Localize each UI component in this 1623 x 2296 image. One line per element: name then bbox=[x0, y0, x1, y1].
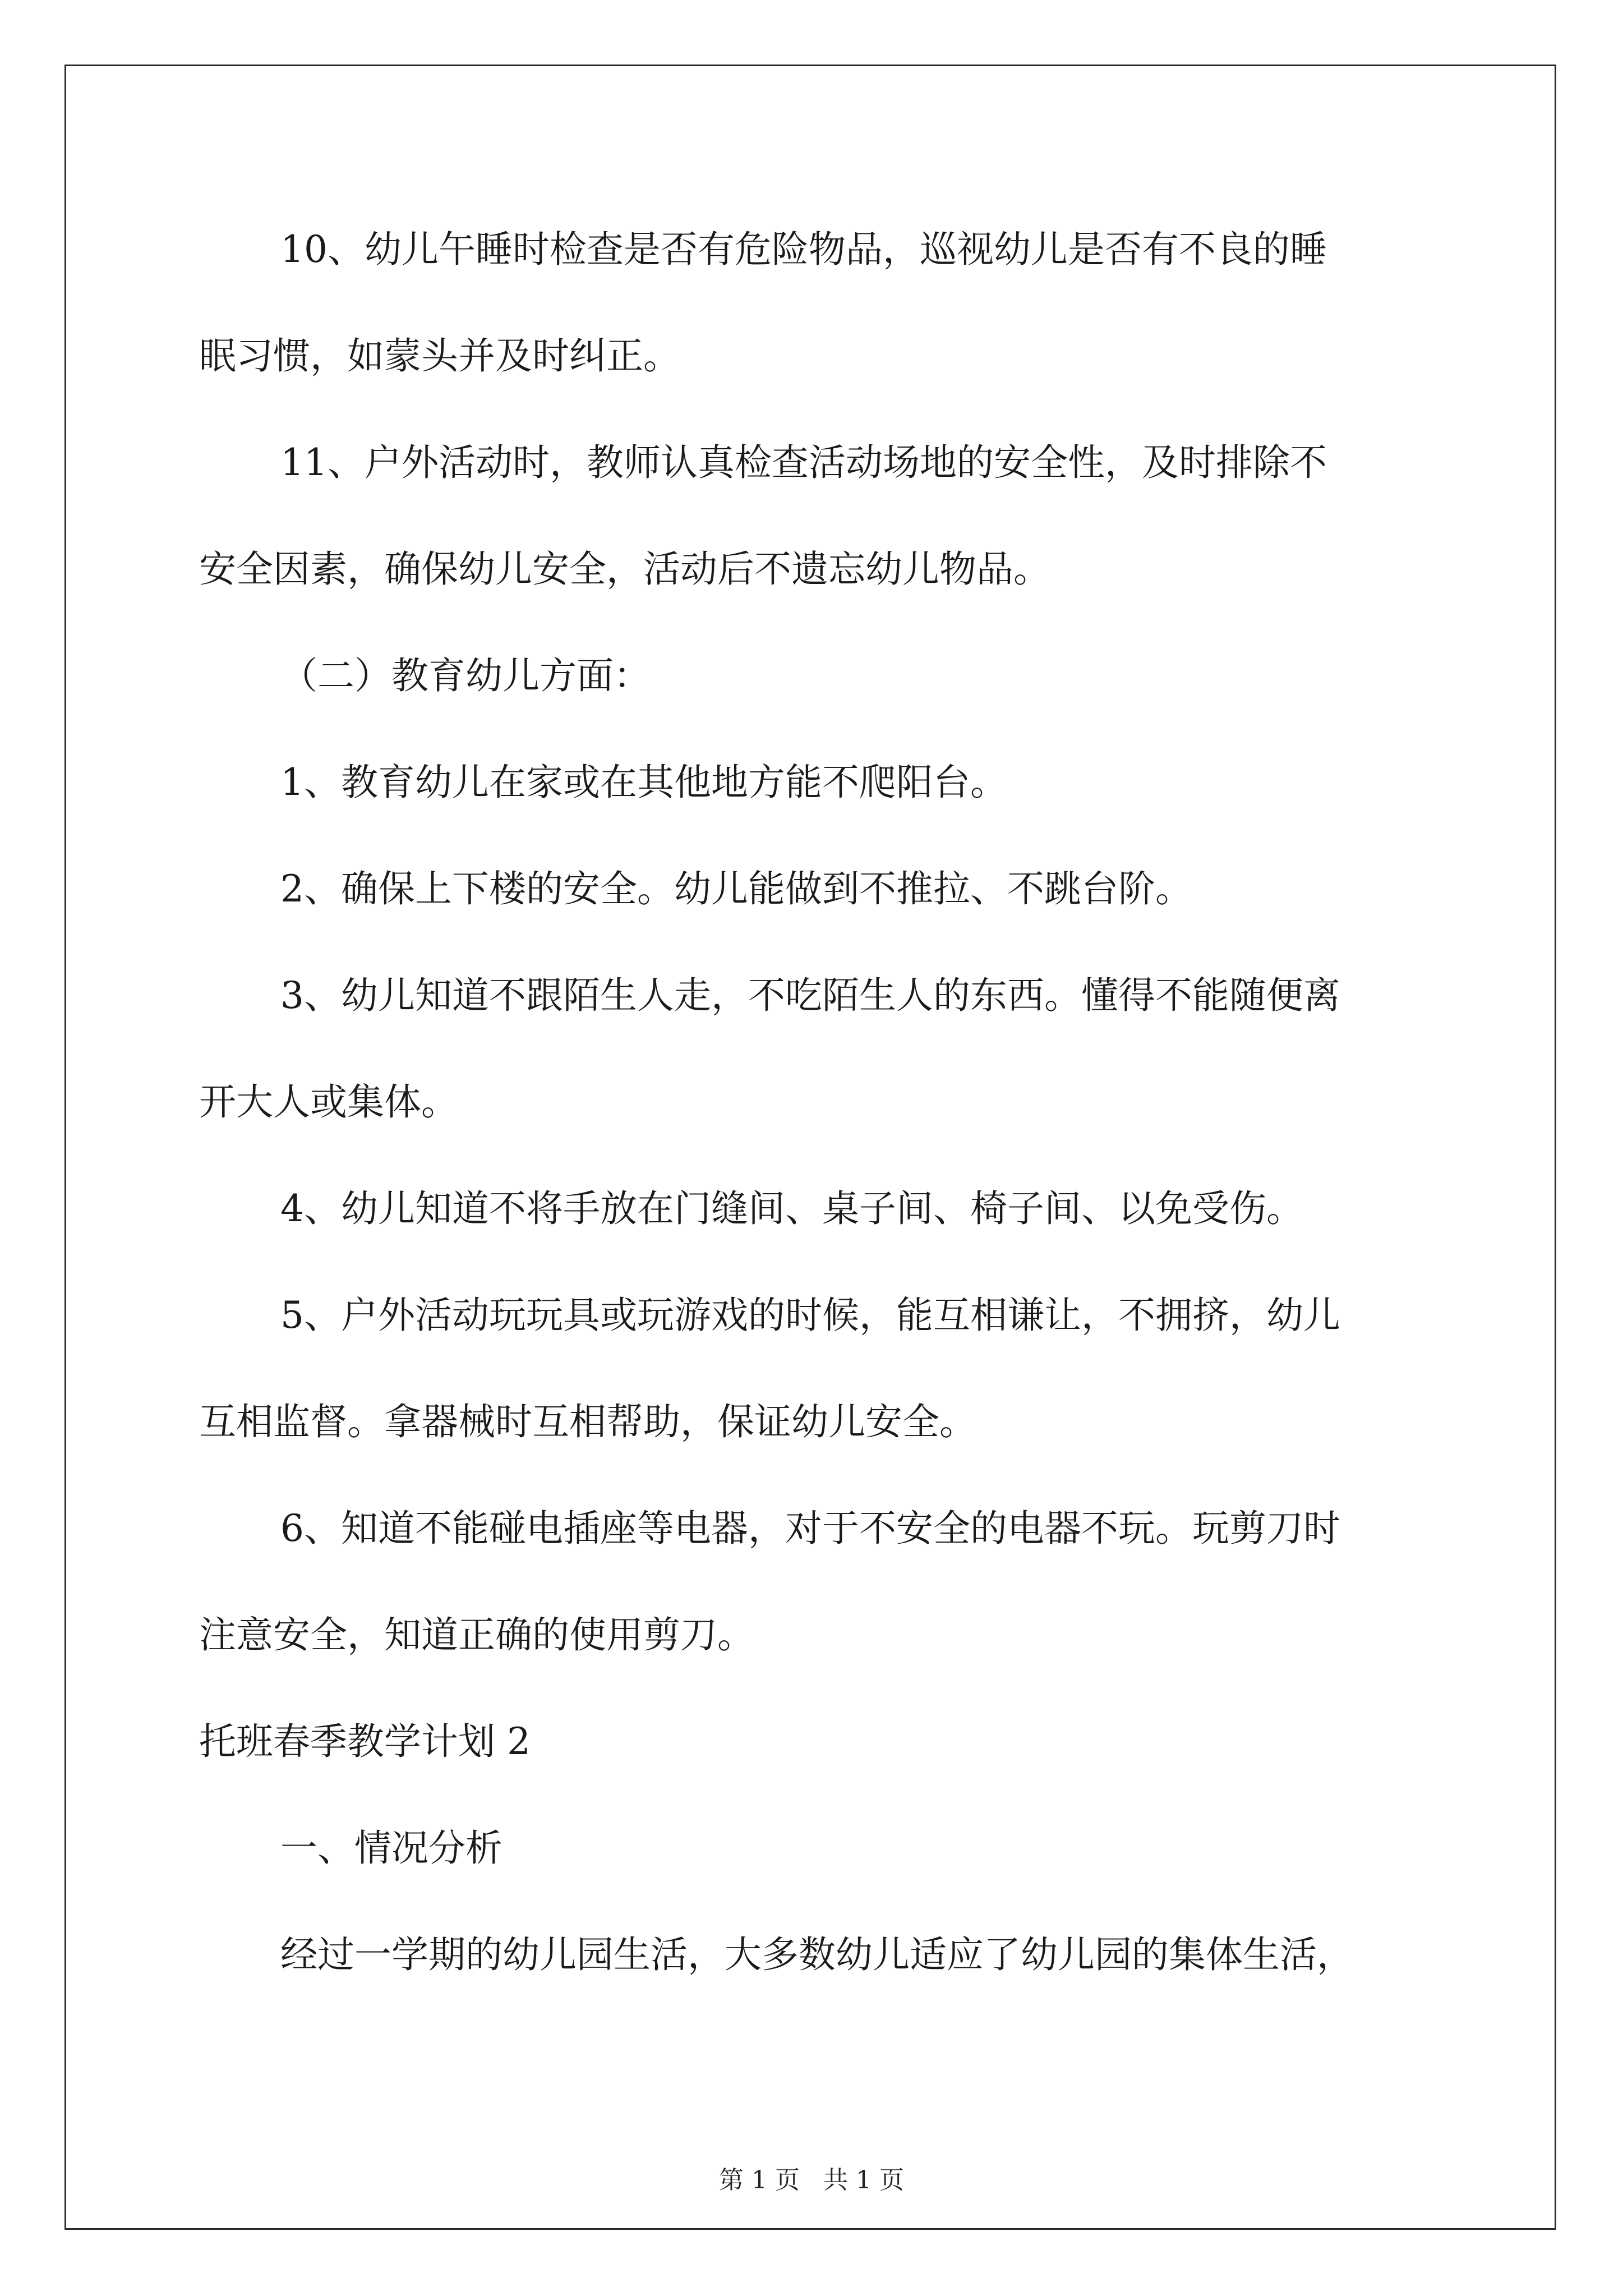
section-heading: （二）教育幼儿方面： bbox=[280, 654, 651, 697]
paragraph-line: 注意安全，知道正确的使用剪刀。 bbox=[199, 1613, 754, 1657]
section-heading: 一、情况分析 bbox=[280, 1826, 502, 1870]
paragraph-line: 眠习惯，如蒙头并及时纠正。 bbox=[199, 334, 680, 378]
page-footer: 第 1 页 共 1 页 bbox=[719, 2166, 904, 2194]
paragraph-line: 11、户外活动时，教师认真检查活动场地的安全性，及时排除不 bbox=[280, 441, 1327, 484]
paragraph-line: 5、户外活动玩玩具或玩游戏的时候，能互相谦让，不拥挤，幼儿 bbox=[280, 1294, 1340, 1337]
paragraph-line: 开大人或集体。 bbox=[199, 1080, 458, 1124]
document-subtitle: 托班春季教学计划 2 bbox=[199, 1720, 531, 1763]
paragraph-line: 2、确保上下楼的安全。幼儿能做到不推拉、不跳台阶。 bbox=[280, 867, 1192, 910]
paragraph-line: 4、幼儿知道不将手放在门缝间、桌子间、椅子间、以免受伤。 bbox=[280, 1187, 1303, 1230]
paragraph-line: 安全因素，确保幼儿安全，活动后不遗忘幼儿物品。 bbox=[199, 547, 1050, 591]
paragraph-line: 1、教育幼儿在家或在其他地方能不爬阳台。 bbox=[280, 761, 1007, 804]
paragraph-line: 10、幼儿午睡时检查是否有危险物品，巡视幼儿是否有不良的睡 bbox=[280, 228, 1327, 271]
paragraph-line: 6、知道不能碰电插座等电器，对于不安全的电器不玩。玩剪刀时 bbox=[280, 1507, 1340, 1550]
paragraph-line: 3、幼儿知道不跟陌生人走，不吃陌生人的东西。懂得不能随便离 bbox=[280, 974, 1340, 1017]
paragraph-line: 互相监督。拿器械时互相帮助，保证幼儿安全。 bbox=[199, 1400, 976, 1443]
paragraph-line: 经过一学期的幼儿园生活，大多数幼儿适应了幼儿园的集体生活， bbox=[280, 1933, 1354, 1976]
